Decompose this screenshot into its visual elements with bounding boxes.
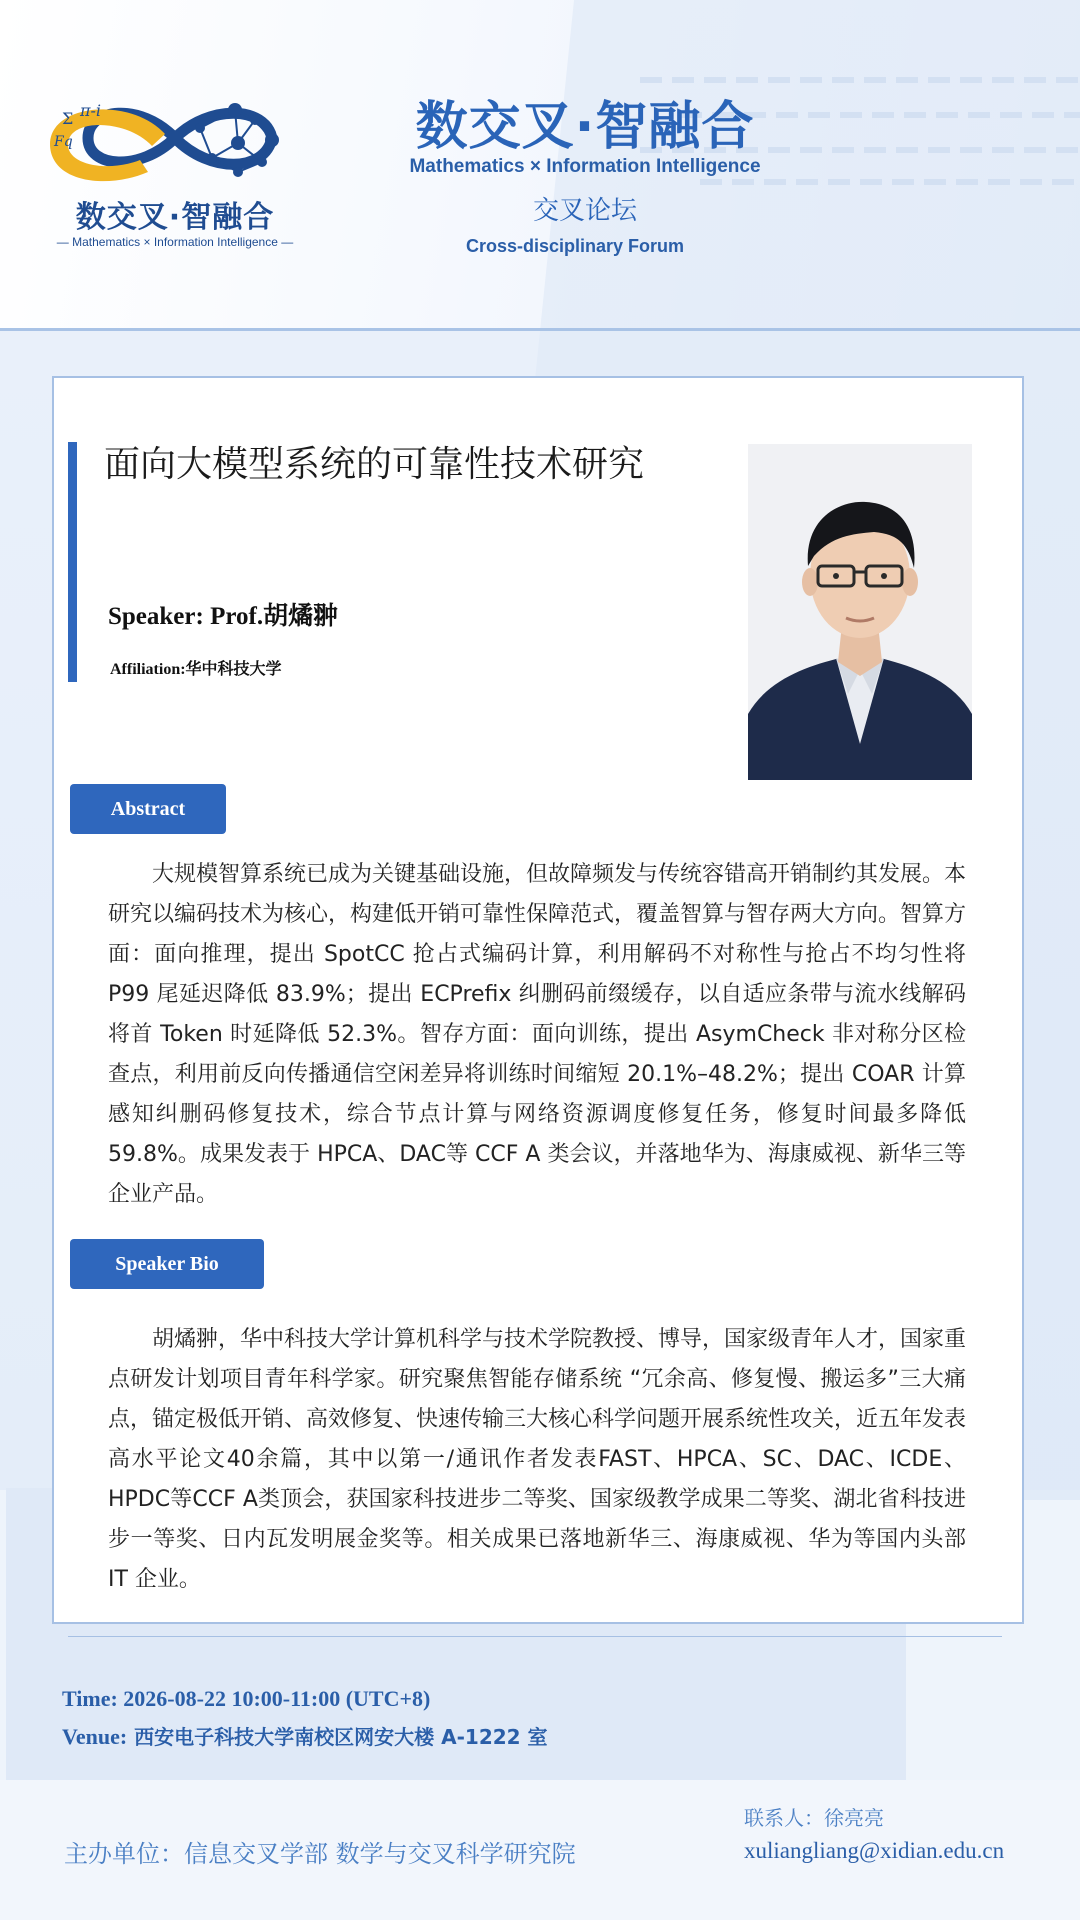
host-organizations: 主办单位：信息交叉学部 数学与交叉科学研究院 xyxy=(64,1840,576,1868)
speaker-affiliation: Affiliation:华中科技大学 xyxy=(110,661,282,678)
event-divider xyxy=(68,1636,1002,1637)
forum-name-en: Cross-disciplinary Forum xyxy=(465,236,685,256)
abstract-text: 大规模智算系统已成为关键基础设施，但故障频发与传统容错高开销制约其发展。本研究以编码技术为核心，构建低开销可靠性保障范式，覆盖智算与智存两大方向。智算方面：面向推理，提出 SpotCC 抢占式编码计算，利用解码不对称性与抢占不均匀性将 P99 尾延迟降低 83.9%；提出 ECPrefix 纠删码前缀缓存，以自适应条带与流水线解码将首 Token 时延降低 52.3%。智存方面：面向训练，提出 AsymCheck 非对称分区检查点，利用前反向传播通信空闲差异将训练时间缩短 20.1%–48.2%；提出 COAR 计算感知纠删码修复技术，综合节点计算与网络资源调度修复任务，修复时间最多降低 59.8%。成果发表于 HPCA、DAC等 CCF A 类会议，并落地华为、海康威视、新华三等企业产品。 xyxy=(108,862,967,1207)
forum-name-cn: 交叉论坛 xyxy=(532,196,637,226)
event-time: Time: 2026-08-22 10:00-11:00 (UTC+8) xyxy=(62,1686,431,1711)
venue-location: 西安电子科技大学南校区网安大楼 A-1222 室 xyxy=(127,1725,548,1749)
event-venue xyxy=(62,1721,862,1750)
talk-title: 面向大模型系统的可靠性技术研究 xyxy=(104,444,645,485)
bio-section-label: Speaker Bio xyxy=(70,1239,264,1289)
infinity-network-logo-icon xyxy=(40,88,310,192)
svg-text:Σ: Σ xyxy=(62,109,74,128)
speaker-name: Speaker: Prof.胡燏翀 xyxy=(108,603,339,630)
header-title-cn: 数交叉·智融合 xyxy=(415,97,755,157)
title-accent-bar xyxy=(68,442,77,682)
header-divider xyxy=(0,328,1080,331)
contact-person: 联系人：徐亮亮 xyxy=(744,1806,884,1830)
forum-logo xyxy=(40,88,310,256)
svg-text:Fq: Fq xyxy=(54,134,73,150)
logo-chinese-text: 数交叉·智融合 xyxy=(75,200,275,235)
logo-english-text: — Mathematics × Information Intelligence — xyxy=(56,235,294,249)
bio-text: 胡燏翀，华中科技大学计算机科学与技术学院教授、博导，国家级青年人才，国家重点研发计划项目青年科学家。研究聚焦智能存储系统 “冗余高、修复慢、搬运多”三大痛点，锚定极低开销、高效修复、快速传输三大核心科学问题开展系统性攻关，近五年发表高水平论文40余篇，其中以第一/通讯作者发表FAST、HPCA、SC、DAC、ICDE、HPDC等CCF A类顶会，获国家科技进步二等奖、国家级教学成果二等奖、湖北省科技进步一等奖、日内瓦发明展金奖等。相关成果已落地新华三、海康威视、华为等国内头部 IT 企业。 xyxy=(108,1327,967,1592)
speaker-photo xyxy=(748,444,972,780)
svg-text:π-i: π-i xyxy=(80,101,102,120)
speaker-portrait-icon xyxy=(748,444,972,780)
header-title-en: Mathematics × Information Intelligence xyxy=(409,156,761,177)
contact-email[interactable]: xuliangliang@xidian.edu.cn xyxy=(744,1838,1005,1863)
venue-label: Venue: xyxy=(62,1724,128,1749)
abstract-section-label: Abstract xyxy=(70,784,226,834)
